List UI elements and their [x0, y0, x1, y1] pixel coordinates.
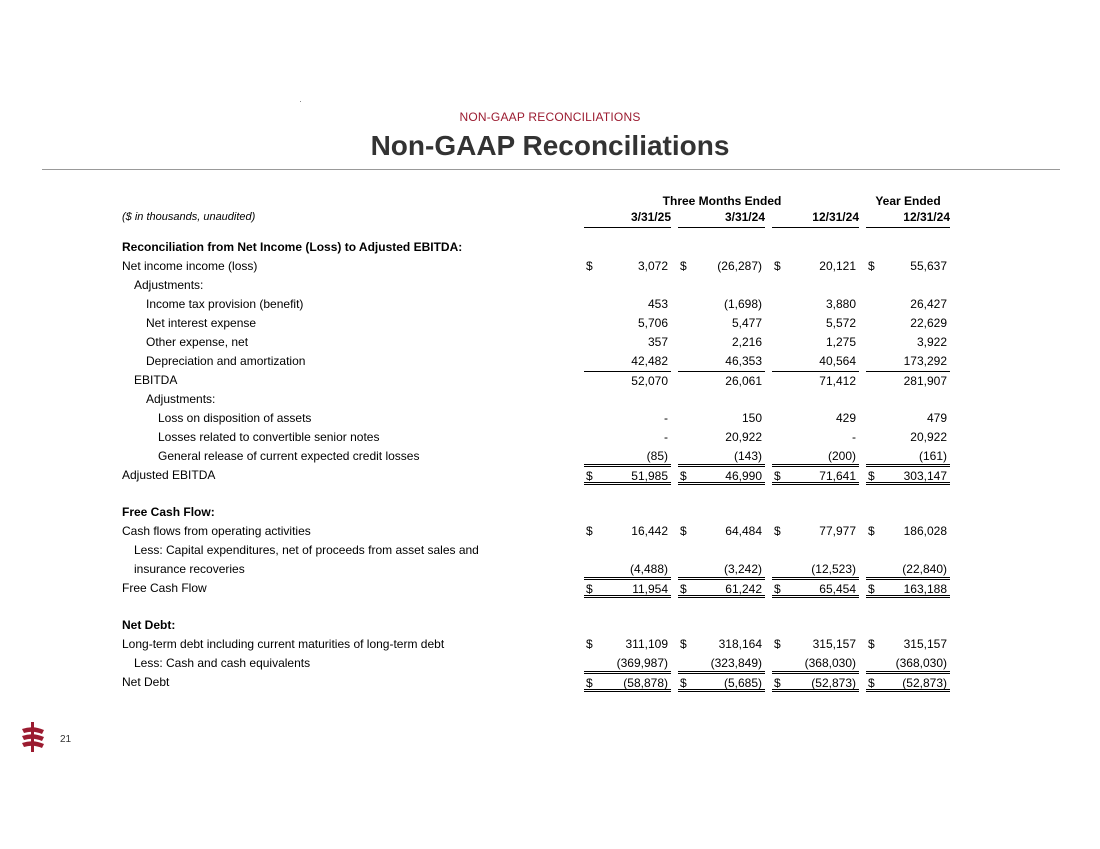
cell-value: 52,070 — [631, 374, 668, 388]
table-row — [122, 257, 950, 275]
table-cell — [866, 333, 950, 351]
row-label: Free Cash Flow: — [122, 505, 215, 519]
table-cell — [584, 616, 671, 634]
table-cell — [772, 409, 859, 427]
table-cell — [678, 314, 765, 332]
table-cell — [772, 314, 859, 332]
table-cell — [678, 673, 765, 692]
currency-symbol: $ — [774, 582, 781, 596]
cell-value: 20,121 — [819, 259, 856, 273]
table-cell — [866, 257, 950, 275]
currency-symbol: $ — [868, 637, 875, 651]
row-label: General release of current expected credit losses — [158, 449, 420, 463]
currency-symbol: $ — [680, 582, 687, 596]
table-row — [122, 522, 950, 540]
table-row — [122, 579, 950, 597]
table-cell — [866, 409, 950, 427]
cell-value: 22,629 — [910, 316, 947, 330]
currency-symbol: $ — [774, 637, 781, 651]
cell-value: (368,030) — [804, 656, 856, 670]
table-cell — [866, 503, 950, 521]
table-cell — [772, 390, 859, 408]
table-row — [122, 654, 950, 672]
cell-value: 26,427 — [910, 297, 947, 311]
table-cell — [866, 635, 950, 653]
table-cell — [678, 579, 765, 598]
stray-dot — [300, 101, 301, 102]
table-cell — [772, 522, 859, 540]
table-cell — [866, 579, 950, 598]
currency-symbol: $ — [680, 637, 687, 651]
currency-symbol: $ — [586, 469, 593, 483]
table-cell — [678, 257, 765, 275]
table-cell — [584, 295, 671, 313]
cell-value: (143) — [733, 449, 762, 463]
cell-value: (5,685) — [723, 676, 762, 690]
table-cell — [678, 654, 765, 672]
table-row — [122, 333, 950, 351]
table-cell — [678, 560, 765, 578]
currency-symbol: $ — [774, 469, 781, 483]
table-cell — [584, 371, 671, 389]
table-cell — [584, 314, 671, 332]
table-row — [122, 466, 950, 484]
cell-value: (85) — [646, 449, 668, 463]
table-row — [122, 447, 950, 465]
cell-value: 51,985 — [631, 469, 668, 483]
cell-value: 318,164 — [718, 637, 762, 651]
row-label: Free Cash Flow — [122, 581, 207, 595]
cell-value: 71,641 — [819, 469, 856, 483]
group-header-three-months: Three Months Ended — [662, 194, 782, 208]
row-label: Cash flows from operating activities — [122, 524, 311, 538]
table-cell — [772, 503, 859, 521]
currency-symbol: $ — [774, 524, 781, 538]
table-cell — [772, 560, 859, 578]
currency-symbol: $ — [586, 582, 593, 596]
row-label: EBITDA — [134, 373, 178, 387]
cell-value: 20,922 — [910, 430, 947, 444]
table-cell — [584, 466, 671, 485]
cell-value: 5,706 — [637, 316, 668, 330]
table-cell — [866, 447, 950, 465]
table-cell — [584, 409, 671, 427]
cell-value: 65,454 — [819, 582, 856, 596]
currency-symbol: $ — [868, 582, 875, 596]
row-label: insurance recoveries — [134, 562, 245, 576]
cell-value: 453 — [647, 297, 668, 311]
cell-value: 281,907 — [903, 374, 947, 388]
cell-value: 3,922 — [916, 335, 947, 349]
table-cell — [584, 541, 671, 559]
row-label: Net interest expense — [146, 316, 257, 330]
table-cell — [866, 616, 950, 634]
cell-value: 42,482 — [631, 354, 668, 368]
cell-value: 16,442 — [631, 524, 668, 538]
cell-value: (3,242) — [723, 562, 762, 576]
table-cell — [584, 257, 671, 275]
cell-value: (22,840) — [902, 562, 947, 576]
row-label: Net Debt: — [122, 618, 176, 632]
cell-value: 55,637 — [910, 259, 947, 273]
cell-value: 2,216 — [731, 335, 762, 349]
table-row — [122, 295, 950, 313]
table-cell — [772, 238, 859, 256]
table-cell — [584, 352, 671, 370]
table-cell — [584, 654, 671, 672]
table-row — [122, 276, 950, 294]
cell-value: 77,977 — [819, 524, 856, 538]
cell-value: 46,353 — [725, 354, 762, 368]
table-cell — [772, 428, 859, 446]
table-cell — [678, 522, 765, 540]
table-row — [122, 238, 950, 256]
cell-value: (323,849) — [710, 656, 762, 670]
table-cell — [866, 314, 950, 332]
cell-value: 150 — [741, 411, 762, 425]
table-row — [122, 673, 950, 691]
cell-value: 429 — [835, 411, 856, 425]
cell-value: (200) — [827, 449, 856, 463]
table-cell — [772, 352, 859, 370]
table-cell — [584, 447, 671, 465]
table-cell — [678, 276, 765, 294]
cell-value: 64,484 — [725, 524, 762, 538]
table-row — [122, 390, 950, 408]
cell-value: (1,698) — [723, 297, 762, 311]
cell-value: (52,873) — [902, 676, 947, 690]
table-cell — [678, 447, 765, 465]
table-row — [122, 616, 950, 634]
table-row — [122, 409, 950, 427]
table-cell — [584, 333, 671, 351]
cell-value: 71,412 — [819, 374, 856, 388]
table-cell — [866, 522, 950, 540]
table-subtitle: ($ in thousands, unaudited) — [122, 211, 256, 223]
row-label: Adjustments: — [134, 278, 204, 292]
table-row — [122, 428, 950, 446]
table-cell — [678, 466, 765, 485]
table-cell — [584, 560, 671, 578]
table-cell — [866, 466, 950, 485]
table-cell — [772, 654, 859, 672]
currency-symbol: $ — [680, 469, 687, 483]
table-cell — [866, 673, 950, 692]
group-header-year: Year Ended — [875, 194, 941, 208]
cell-value: 3,880 — [825, 297, 856, 311]
cell-value: 20,922 — [725, 430, 762, 444]
table-row — [122, 541, 950, 559]
currency-symbol: $ — [680, 259, 687, 273]
table-cell — [772, 276, 859, 294]
table-cell — [678, 503, 765, 521]
table-cell — [866, 295, 950, 313]
currency-symbol: $ — [868, 469, 875, 483]
cell-value: 479 — [926, 411, 947, 425]
table-cell — [772, 295, 859, 313]
cell-value: (26,287) — [717, 259, 762, 273]
logo-mark-icon — [20, 722, 46, 752]
table-cell — [584, 238, 671, 256]
row-label: Losses related to convertible senior notes — [158, 430, 380, 444]
company-logo — [20, 722, 46, 757]
cell-value: (161) — [918, 449, 947, 463]
column-header: 12/31/24 — [772, 209, 859, 228]
table-cell — [772, 371, 859, 389]
cell-value: 3,072 — [637, 259, 668, 273]
row-label: Less: Capital expenditures, net of proceeds from asset sales and — [134, 543, 479, 557]
table-cell — [678, 295, 765, 313]
table-cell — [772, 616, 859, 634]
slide-eyebrow: NON-GAAP RECONCILIATIONS — [459, 110, 641, 124]
table-cell — [584, 635, 671, 653]
table-cell — [772, 635, 859, 653]
cell-value: (4,488) — [629, 562, 668, 576]
cell-value: 173,292 — [903, 354, 947, 368]
currency-symbol: $ — [868, 524, 875, 538]
row-label: Other expense, net — [146, 335, 249, 349]
table-cell — [866, 428, 950, 446]
column-header: 3/31/25 — [584, 209, 671, 228]
cell-value: 315,157 — [812, 637, 856, 651]
row-label: Long-term debt including current maturities of long-term debt — [122, 637, 445, 651]
cell-value: (369,987) — [616, 656, 668, 670]
cell-value: (58,878) — [623, 676, 668, 690]
cell-value: 163,188 — [903, 582, 947, 596]
table-cell — [678, 371, 765, 389]
currency-symbol: $ — [774, 259, 781, 273]
table-row — [122, 635, 950, 653]
row-label: Adjustments: — [146, 392, 216, 406]
cell-value: 46,990 — [725, 469, 762, 483]
table-cell — [866, 352, 950, 370]
table-cell — [772, 447, 859, 465]
table-cell — [866, 371, 950, 389]
column-header: 12/31/24 — [866, 209, 950, 228]
table-cell — [866, 560, 950, 578]
cell-value: 303,147 — [903, 469, 947, 483]
cell-value: - — [664, 430, 668, 444]
table-cell — [678, 616, 765, 634]
table-cell — [584, 673, 671, 692]
cell-value: 11,954 — [632, 582, 668, 596]
table-cell — [772, 257, 859, 275]
table-cell — [678, 390, 765, 408]
table-cell — [678, 238, 765, 256]
cell-value: - — [664, 411, 668, 425]
table-cell — [678, 428, 765, 446]
table-cell — [772, 466, 859, 485]
table-cell — [866, 654, 950, 672]
row-label: Adjusted EBITDA — [122, 468, 216, 482]
currency-symbol: $ — [868, 259, 875, 273]
row-label: Less: Cash and cash equivalents — [134, 656, 311, 670]
row-label: Reconciliation from Net Income (Loss) to Adjusted EBITDA: — [122, 240, 463, 254]
table-cell — [678, 352, 765, 370]
currency-symbol: $ — [868, 676, 875, 690]
row-label: Net income income (loss) — [122, 259, 258, 273]
table-cell — [584, 503, 671, 521]
cell-value: 186,028 — [903, 524, 947, 538]
cell-value: 311,109 — [625, 637, 668, 651]
currency-symbol: $ — [586, 637, 593, 651]
row-label: Net Debt — [122, 675, 170, 689]
cell-value: 315,157 — [903, 637, 947, 651]
table-cell — [866, 238, 950, 256]
row-label: Income tax provision (benefit) — [146, 297, 304, 311]
table-cell — [866, 541, 950, 559]
currency-symbol: $ — [586, 259, 593, 273]
cell-value: (12,523) — [811, 562, 856, 576]
column-header: 3/31/24 — [678, 209, 765, 228]
cell-value: 5,572 — [825, 316, 856, 330]
table-cell — [584, 276, 671, 294]
table-cell — [584, 428, 671, 446]
title-divider — [42, 169, 1060, 170]
table-row — [122, 371, 950, 389]
table-row — [122, 352, 950, 370]
currency-symbol: $ — [680, 524, 687, 538]
table-cell — [866, 276, 950, 294]
cell-value: 5,477 — [731, 316, 762, 330]
table-cell — [584, 522, 671, 540]
table-row — [122, 560, 950, 578]
cell-value: 1,275 — [825, 335, 856, 349]
cell-value: 26,061 — [725, 374, 762, 388]
table-cell — [772, 673, 859, 692]
cell-value: 357 — [647, 335, 668, 349]
table-cell — [772, 333, 859, 351]
table-cell — [678, 333, 765, 351]
cell-value: 61,242 — [725, 582, 762, 596]
currency-symbol: $ — [774, 676, 781, 690]
table-cell — [866, 390, 950, 408]
row-label: Depreciation and amortization — [146, 354, 306, 368]
currency-symbol: $ — [680, 676, 687, 690]
cell-value: (368,030) — [895, 656, 947, 670]
table-cell — [584, 390, 671, 408]
table-row — [122, 503, 950, 521]
table-cell — [772, 579, 859, 598]
cell-value: (52,873) — [811, 676, 856, 690]
table-cell — [678, 409, 765, 427]
cell-value: 40,564 — [819, 354, 856, 368]
cell-value: - — [852, 430, 856, 444]
page-number: 21 — [60, 734, 72, 745]
table-cell — [584, 579, 671, 598]
currency-symbol: $ — [586, 676, 593, 690]
table-cell — [772, 541, 859, 559]
currency-symbol: $ — [586, 524, 593, 538]
table-cell — [678, 635, 765, 653]
table-cell — [678, 541, 765, 559]
slide-title: Non-GAAP Reconciliations — [370, 130, 730, 161]
table-row — [122, 314, 950, 332]
row-label: Loss on disposition of assets — [158, 411, 312, 425]
